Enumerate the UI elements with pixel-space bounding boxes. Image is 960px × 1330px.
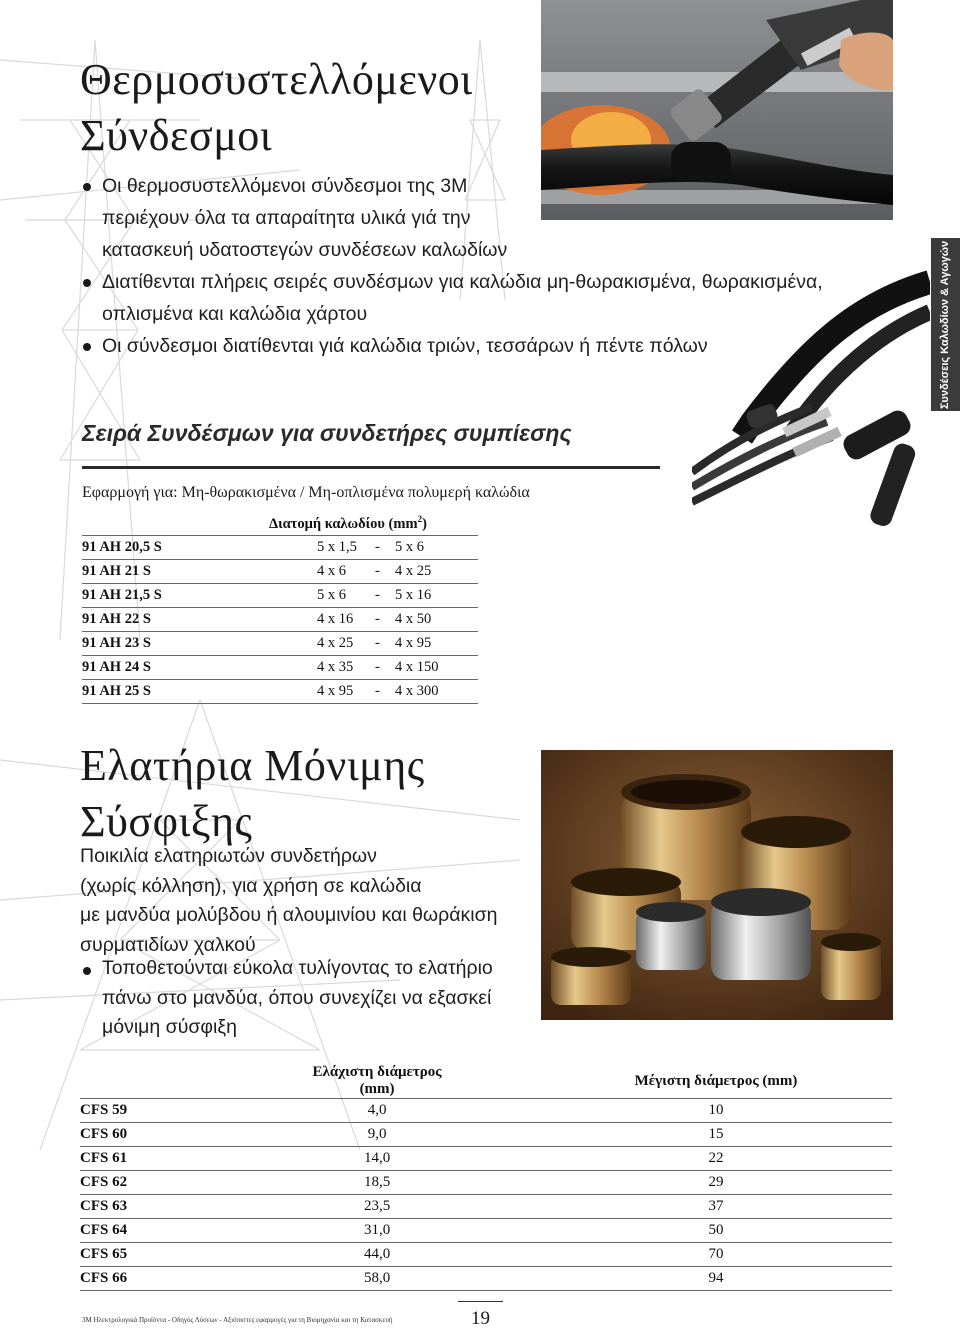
table-row [82, 632, 478, 656]
row-max: 37 [460, 1195, 892, 1219]
row-min: 4,0 [294, 1099, 460, 1123]
series-subheading: Σειρά Συνδέσμων για συνδετήρες συμπίεσης [82, 420, 572, 446]
table-row [80, 1147, 892, 1171]
row-code: 91 AH 24 S [82, 656, 267, 680]
section1-bullet-list [80, 170, 900, 362]
row-min: 9,0 [294, 1123, 460, 1147]
row-range: 4 x 35 - 4 x 150 [267, 656, 478, 680]
table-header-row [80, 1064, 892, 1099]
table-header-row [82, 512, 478, 536]
table-row [80, 1267, 892, 1291]
row-range: 4 x 25 - 4 x 95 [267, 632, 478, 656]
row-code: 91 AH 22 S [82, 608, 267, 632]
bullet-line: περιέχουν όλα τα απαραίτητα υλικά γιά την [102, 207, 471, 229]
row-code: CFS 59 [80, 1099, 294, 1123]
table-row [82, 584, 478, 608]
row-code: 91 AH 21 S [82, 560, 267, 584]
min-diameter-header: Ελάχιστη διάμετρος (mm) [294, 1064, 460, 1099]
row-max: 70 [460, 1243, 892, 1267]
table-row [82, 560, 478, 584]
section1-title [80, 52, 473, 164]
table-row [80, 1099, 892, 1123]
table-row [80, 1219, 892, 1243]
row-min: 18,5 [294, 1171, 460, 1195]
table-row [82, 608, 478, 632]
row-max: 15 [460, 1123, 892, 1147]
bullet-line: Οι σύνδεσμοι διατίθενται γιά καλώδια τριών, τεσσάρων ή πέντε πόλων [102, 335, 708, 357]
row-range: 4 x 16 - 4 x 50 [267, 608, 478, 632]
connector-series-table [82, 512, 478, 704]
bullet-line: πάνω στο μανδύα, όπου συνεχίζει να εξασκεί [102, 986, 492, 1009]
side-tab-label: Συνδέσεις Καλωδίων & Αγωγών [939, 240, 952, 409]
cross-section-header: Διατομή καλωδίου $(mm^2)$ [267, 512, 478, 536]
bullet-item [80, 266, 900, 330]
table-row [82, 680, 478, 704]
row-range: 4 x 95 - 4 x 300 [267, 680, 478, 704]
row-code: CFS 63 [80, 1195, 294, 1219]
bullet-line: κατασκευή υδατοστεγών συνδέσεων καλωδίων [102, 239, 508, 261]
bullet-item [80, 954, 550, 1043]
bullet-line: Οι θερμοσυστελλόμενοι σύνδεσμοι της 3Μ [102, 175, 468, 197]
bullet-line: Διατίθενται πλήρεις σειρές συνδέσμων για καλώδια μη-θωρακισμένα, θωρακισμένα, [102, 271, 823, 293]
row-code: CFS 64 [80, 1219, 294, 1243]
row-min: 58,0 [294, 1267, 460, 1291]
row-code: CFS 60 [80, 1123, 294, 1147]
row-code: CFS 65 [80, 1243, 294, 1267]
section2-title-line2: Σύσφιξης [80, 797, 253, 846]
bullet-line: μόνιμη σύσφιξη [102, 1016, 237, 1038]
row-max: 10 [460, 1099, 892, 1123]
intro-line: (χωρίς κόλληση), για χρήση σε καλώδια [80, 874, 422, 897]
section1-title-line2: Σύνδεσμοι [80, 111, 273, 160]
row-min: 31,0 [294, 1219, 460, 1243]
row-code: 91 AH 20,5 S [82, 536, 267, 560]
table-row [82, 656, 478, 680]
table-row [80, 1243, 892, 1267]
table-row [82, 536, 478, 560]
row-max: 22 [460, 1147, 892, 1171]
subheading-rule [82, 466, 660, 469]
spring-connectors-photo [541, 750, 893, 1020]
intro-line: με μανδύα μολύβδου ή αλουμινίου και θωράκιση [80, 904, 498, 926]
spring-sizes-table [80, 1064, 892, 1291]
row-min: 14,0 [294, 1147, 460, 1171]
row-min: 44,0 [294, 1243, 460, 1267]
row-range: 5 x 1,5 - 5 x 6 [267, 536, 478, 560]
table-row [80, 1195, 892, 1219]
intro-line: Ποικιλία ελατηριωτών συνδετήρων [80, 845, 377, 867]
row-max: 50 [460, 1219, 892, 1243]
row-range: 4 x 6 - 4 x 25 [267, 560, 478, 584]
row-range: 5 x 6 - 5 x 16 [267, 584, 478, 608]
table-row [80, 1171, 892, 1195]
bullet-item [80, 170, 900, 266]
section2-title [80, 738, 425, 850]
page-number: 19 [471, 1308, 490, 1329]
row-code: CFS 66 [80, 1267, 294, 1291]
row-code: 91 AH 23 S [82, 632, 267, 656]
row-code: 91 AH 21,5 S [82, 584, 267, 608]
bullet-item [80, 330, 900, 362]
section2-intro [80, 842, 497, 960]
footer-text: 3Μ Ηλεκτρολογικά Προϊόντα - Οδηγός Λύσεων - Αξιόπιστες εφαρμογές για τη Βιομηχανία και τη Κατασκευή [82, 1316, 393, 1324]
row-max: 29 [460, 1171, 892, 1195]
section1-title-line1: Θερμοσυστελλόμενοι [80, 55, 473, 104]
page-number-rule [458, 1301, 503, 1302]
row-code: 91 AH 25 S [82, 680, 267, 704]
application-text: Εφαρμογή για: Μη-θωρακισμένα / Μη-οπλισμένα πολυμερή καλώδια [82, 484, 530, 501]
bullet-line: Τοποθετούνται εύκολα τυλίγοντας το ελατήριο [102, 957, 493, 979]
row-code: CFS 62 [80, 1171, 294, 1195]
row-max: 94 [460, 1267, 892, 1291]
section2-bullet-list [80, 954, 550, 1043]
row-min: 23,5 [294, 1195, 460, 1219]
intro-line: συρματιδίων χαλκού [80, 933, 256, 956]
section-side-tab [931, 238, 960, 411]
row-code: CFS 61 [80, 1147, 294, 1171]
bullet-line: οπλισμένα και καλώδια χάρτου [102, 303, 368, 325]
table-row [80, 1123, 892, 1147]
section2-title-line1: Ελατήρια Μόνιμης [80, 741, 425, 790]
max-diameter-header: Μέγιστη διάμετρος (mm) [460, 1064, 892, 1099]
